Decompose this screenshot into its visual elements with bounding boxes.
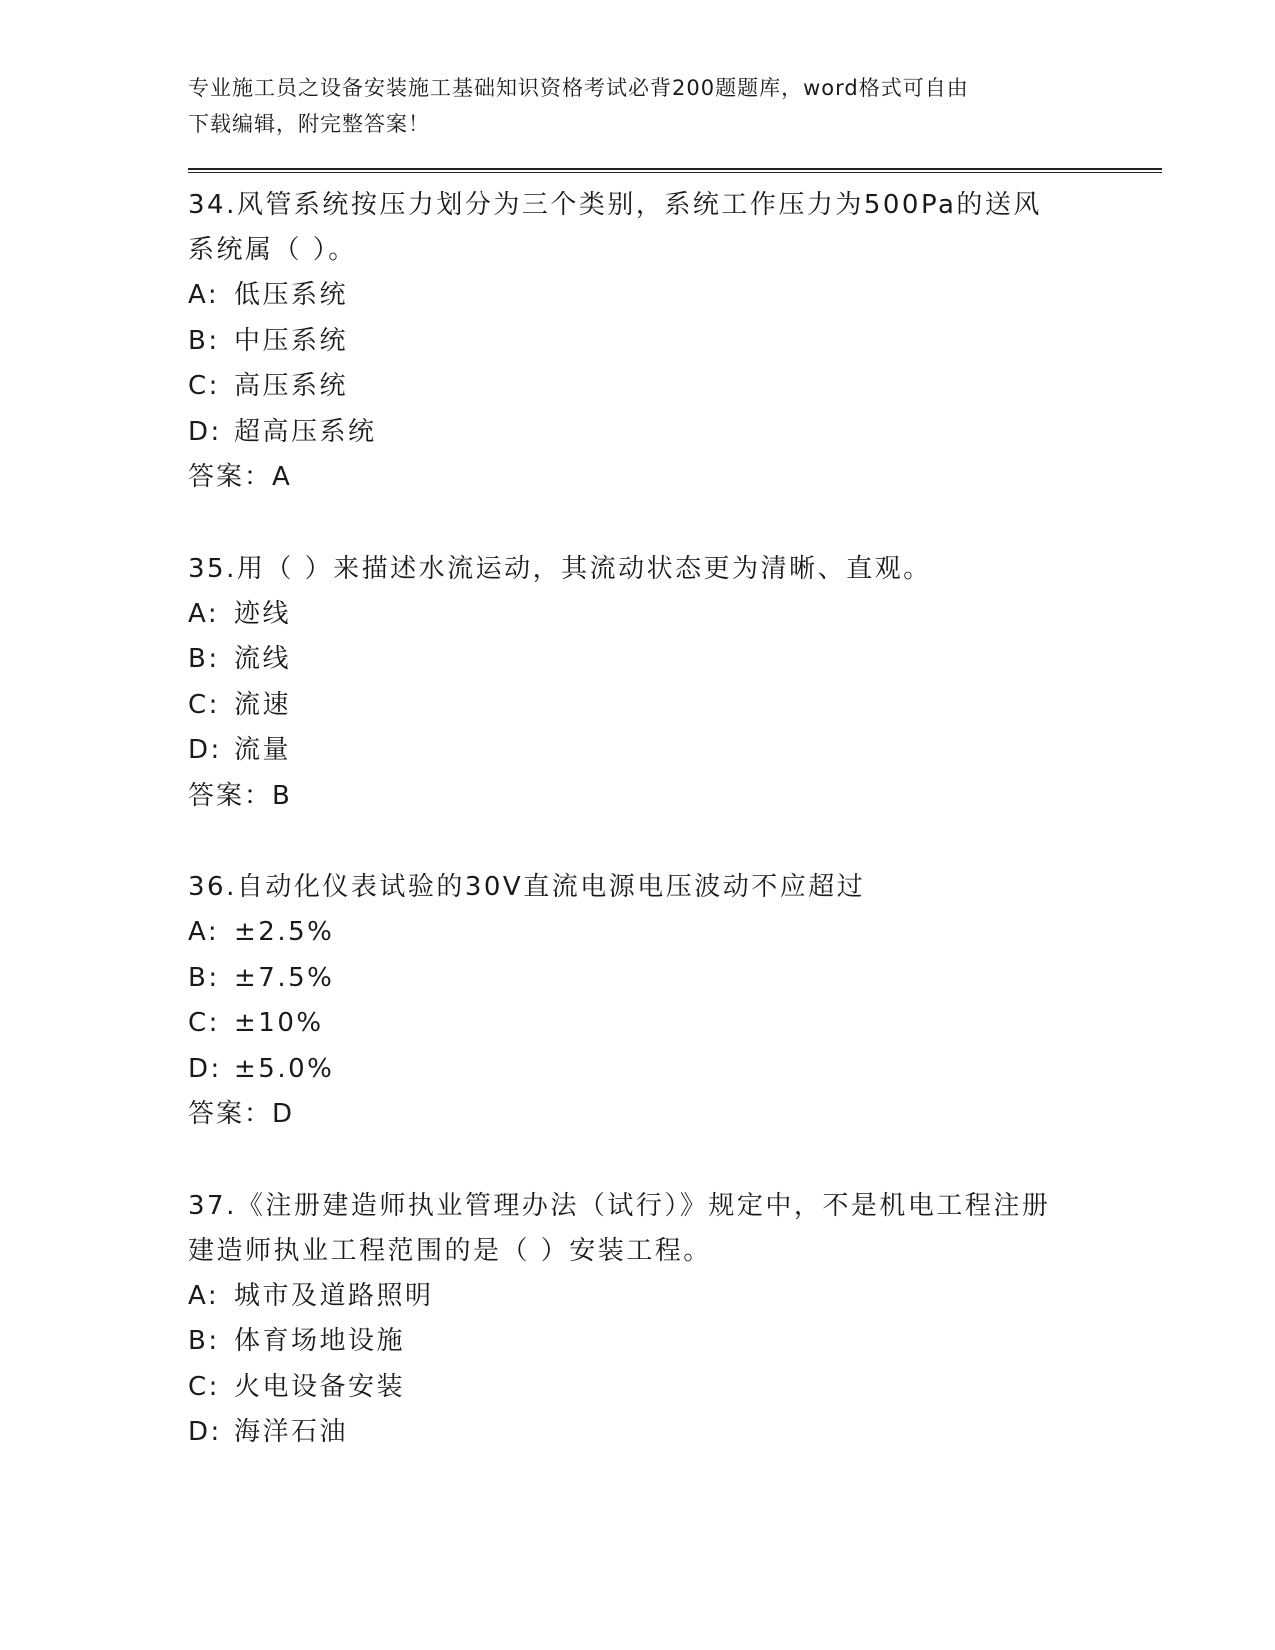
option-letter: D: [188,735,222,765]
option-text: 流速 [234,689,292,720]
header-divider [188,168,1162,173]
option-a [188,592,1168,638]
option-letter: B: [188,962,220,993]
option-a [188,910,1168,956]
question-text: 37.《注册建造师执业管理办法（试行）》规定中，不是机电工程注册建造师执业工程范围的是（ ）安装工程。 [188,1190,1051,1266]
option-letter: A: [188,598,220,629]
option-text: 低压系统 [234,280,349,310]
option-d [188,1047,1168,1093]
answer: 答案：B [188,780,292,811]
option-letter: D: [188,1417,222,1447]
option-text: ±2.5% [234,917,335,947]
option-text: 流量 [234,735,292,765]
option-b [188,1319,1168,1365]
option-text: ±7.5% [234,962,335,993]
option-letter: A: [188,1280,220,1311]
header-line-2: 下载编辑，附完整答案！ [188,112,430,136]
option-text: 中压系统 [234,325,349,356]
option-letter: C: [188,689,220,720]
option-text: 高压系统 [234,371,349,401]
option-letter: B: [188,325,220,356]
option-b [188,956,1168,1002]
question-37 [188,1184,1168,1456]
question-35 [188,547,1168,820]
option-c [188,364,1168,410]
option-d [188,728,1168,774]
option-text: 流线 [234,644,292,674]
option-letter: A: [188,280,220,310]
option-text: 城市及道路照明 [234,1280,434,1311]
option-c [188,683,1168,729]
document-page [188,70,1168,1502]
option-text: ±5.0% [234,1053,335,1084]
option-text: 火电设备安装 [234,1371,406,1402]
question-36 [188,865,1168,1138]
question-text: 34.风管系统按压力划分为三个类别，系统工作压力为500Pa的送风系统属（ ）。 [188,190,1042,265]
option-b [188,319,1168,365]
option-a [188,1274,1168,1320]
answer: 答案：D [188,1099,295,1129]
option-letter: D: [188,416,222,447]
question-text: 35.用（ ）来描述水流运动，其流动状态更为清晰、直观。 [188,553,932,584]
option-letter: A: [188,917,220,947]
option-text: 海洋石油 [234,1417,349,1447]
option-a [188,273,1168,319]
option-d [188,1410,1168,1456]
option-c [188,1365,1168,1411]
option-text: 超高压系统 [234,416,377,447]
answer: 答案：A [188,462,292,492]
option-letter: B: [188,1326,220,1356]
option-letter: C: [188,1008,220,1038]
option-c [188,1001,1168,1047]
document-header [188,70,1068,142]
option-letter: C: [188,1371,220,1402]
header-line-1: 专业施工员之设备安装施工基础知识资格考试必背200题题库，word格式可自由 [188,76,969,100]
option-letter: B: [188,644,220,674]
option-text: ±10% [234,1008,324,1038]
option-letter: C: [188,371,220,401]
option-b [188,637,1168,683]
question-list [188,183,1168,1456]
option-text: 体育场地设施 [234,1326,406,1356]
option-d [188,410,1168,456]
question-34 [188,183,1168,501]
question-text: 36.自动化仪表试验的30V直流电源电压波动不应超过 [188,872,866,902]
option-text: 迹线 [234,598,292,629]
option-letter: D: [188,1053,222,1084]
